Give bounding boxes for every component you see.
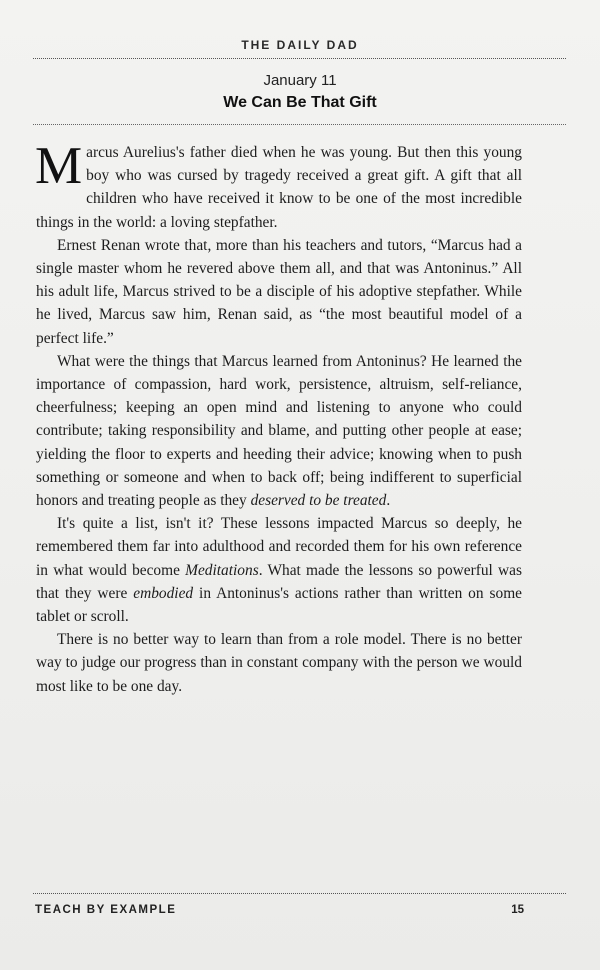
- entry-title: We Can Be That Gift: [223, 94, 377, 111]
- paragraph-3-end: .: [386, 492, 391, 510]
- paragraph-4-italic: embodied: [133, 584, 194, 602]
- paragraph-1-text: arcus Aurelius's father died when he was young. But then this young boy who was cursed by tragedy received a great gift. A gift that all children who have received it know to be one of the most incredible things in the world: a loving stepfather.: [36, 144, 522, 231]
- paragraph-4-text-b: . What made the lessons so powerful was that they were: [36, 561, 522, 602]
- footer-divider: [33, 893, 566, 894]
- header-divider: [33, 58, 566, 59]
- paragraph-5: There is no better way to learn than from a role model. There is no better way to judge our progress than in constant company with the person we would most like to be one day.: [36, 631, 522, 695]
- paragraph-3-text: What were the things that Marcus learned from Antoninus? He learned the importance of compassion, hard work, persistence, altruism, self-reliance, cheerfulness; keeping an open mind and listening to anyone who could contribute; taking responsibility and blame, and putting other people at ease; yielding the floor to experts and heeding their advice; knowing when to push something or someone and when to back off; being indifferent to superficial honors and treating people as they: [36, 352, 522, 510]
- paragraph-3: [36, 350, 522, 512]
- paragraph-4-text-a: It's quite a list, isn't it? These lessons impacted Marcus so deeply, he remembered them far into adulthood and recorded them for his own reference in what would become: [36, 515, 522, 579]
- drop-cap: M: [35, 137, 83, 195]
- paragraph-1: [35, 137, 522, 234]
- entry-date: January 11: [263, 72, 337, 89]
- running-head: THE DAILY DAD: [241, 38, 359, 52]
- page-number: 15: [511, 904, 524, 916]
- meditations-title: Meditations: [185, 561, 259, 579]
- paragraph-3-italic: deserved to be treated: [250, 492, 387, 510]
- title-divider: [33, 124, 566, 125]
- paragraph-4: [36, 512, 522, 628]
- paragraph-4-text-c: in Antoninus's actions rather than written on some tablet or scroll.: [36, 584, 522, 626]
- paragraph-2: Ernest Renan wrote that, more than his teachers and tutors, “Marcus had a single master whom he revered above them all, and that was Antoninus.” All his adult life, Marcus strived to be a disciple of his adoptive stepfather. While he lived, Marcus saw him, Renan said, as “the most beautiful model of a perfect life.”: [36, 236, 522, 347]
- entry-body: [35, 137, 522, 698]
- section-title: TEACH BY EXAMPLE: [35, 904, 177, 916]
